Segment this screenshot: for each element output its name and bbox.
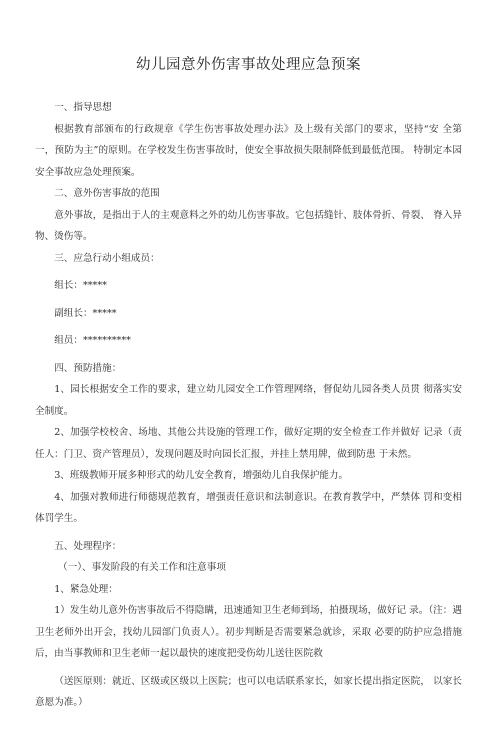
section-heading-prevention: 四、预防措施： xyxy=(54,362,122,374)
procedure-step-1: 1）发生幼儿意外伤害事故后不得隐瞒，迅速通知卫生老师到场，拍摄现场，做好记 录。（注：遇卫生老师外出开会，找幼儿园部门负责人）。初步判断是否需要紧急就诊，采取 必要的防护应急措施后，由当事教师和卫生老师一起以最快的速度把受伤幼儿送往医院救 xyxy=(35,605,462,659)
document-title: 幼儿园意外伤害事故处理应急预案 xyxy=(136,57,361,73)
team-leader: 组长：***** xyxy=(54,280,107,291)
prevention-item-1: 1、园长根据安全工作的要求，建立幼儿园安全工作管理网络，督促幼儿园各类人员贯 彻落实安全制度。 xyxy=(35,384,462,417)
section-heading-procedure: 五、处理程序： xyxy=(54,540,122,552)
prevention-item-2: 2、加强学校校舍、场地、其他公共设施的管理工作，做好定期的安全检查工作并做好 记录（责任人：门卫、资产管理员），发现问题及时向园长汇报，并挂上禁用牌，做到防患 于未然。 xyxy=(35,427,462,460)
hospital-principle-note: （送医原则：就近、区级或区级以上医院；也可以电话联系家长，如家长提出指定医院， 以家长意愿为准。） xyxy=(35,675,462,708)
section-heading-guiding-ideology: 一、指导思想 xyxy=(54,102,112,113)
team-deputy-leader: 副组长：***** xyxy=(54,307,117,319)
subsection-heading-incident-stage: （一）、事发阶段的有关工作和注意事项 xyxy=(58,562,226,573)
section-heading-scope: 二、意外伤害事故的范围 xyxy=(54,188,160,199)
prevention-item-4: 4、加强对教师进行师德规范教育，增强责任意识和法制意识。在教育教学中，严禁体 罚和变相体罚学生。 xyxy=(35,491,462,524)
prevention-item-3: 3、班级教师开展多种形式的幼儿安全教育，增强幼儿自我保护能力。 xyxy=(54,470,349,481)
paragraph-guiding-ideology: 根据教育部颁布的行政规章《学生伤害事故处理办法》及上级有关部门的要求，坚持“安 全第一，预防为主”的原则。在学校发生伤害事故时，使安全事故损失限制降低到最低范围。 特制定本园安全事故应急处理预案。 xyxy=(35,123,462,178)
section-heading-team: 三、应急行动小组成员： xyxy=(54,252,160,264)
procedure-emergency-handling: 1、紧急处理： xyxy=(54,583,118,595)
team-members: 组员：********** xyxy=(54,335,131,346)
paragraph-scope: 意外事故，是指出于人的主观意料之外的幼儿伤害事故。它包括缝针、肢体骨折、骨裂、 脊入异物、烫伤等。 xyxy=(35,209,462,242)
